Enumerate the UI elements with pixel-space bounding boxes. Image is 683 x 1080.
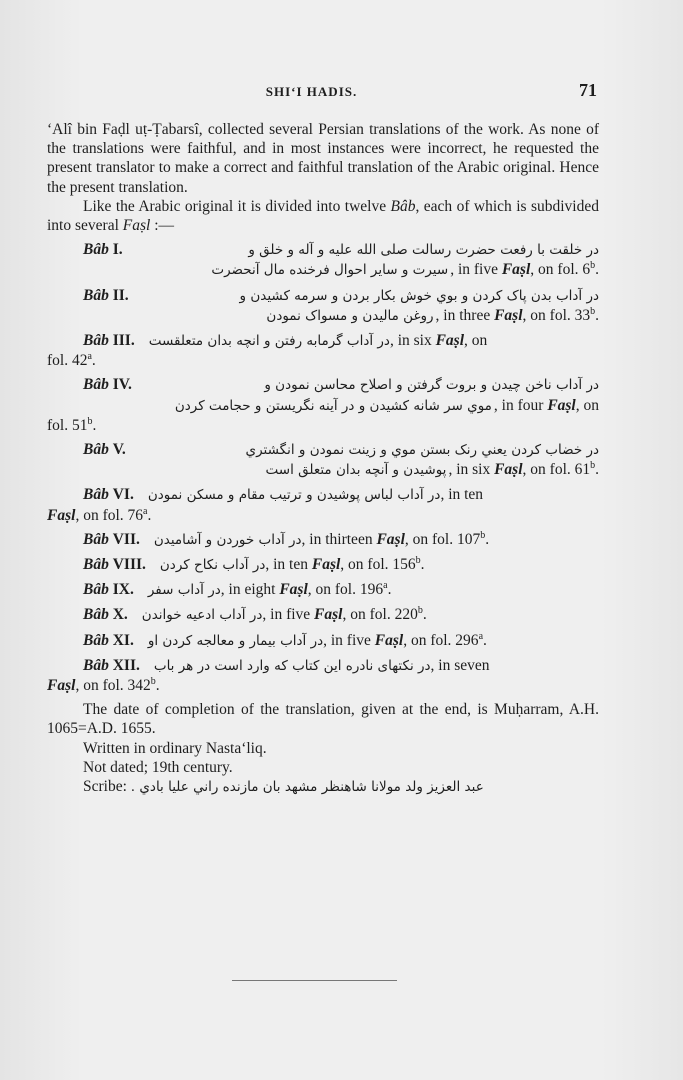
bab-count: , in ten (440, 486, 484, 504)
bab-count: , in thirteen (301, 530, 377, 548)
bab-number: I. (112, 241, 123, 259)
bab-arabic-title: در آداب خوردن و آشامیدن (153, 531, 302, 548)
bab-folio: , on (575, 396, 599, 414)
bab-count: , in four (493, 396, 548, 414)
bab-word: Bâb (83, 656, 109, 674)
bab-number: XI. (112, 631, 134, 649)
bab-arabic-title: در آداب بدن پاک کردن و بوي خوش بکار بردن و سرمه کشیدن و (239, 287, 599, 304)
bab-end: . (387, 581, 392, 599)
fasl-word: Faṣl (501, 261, 531, 279)
bab-entry (47, 240, 599, 280)
bab-line-1 (47, 331, 599, 351)
date-note: Not dated; 19th century. (83, 758, 233, 776)
bab-word: Bâb (83, 556, 109, 574)
bab-count: , in three (435, 306, 495, 324)
bab-arabic-title-cont: موي سر شانه کشیدن و در آینه نگریستن و حجامت کردن (174, 397, 492, 414)
bab-line-2 (47, 260, 599, 280)
bab-arabic-title-cont: سیرت و سایر احوال فرخنده مال آنحضرت (211, 262, 449, 279)
folio-side: b (590, 305, 596, 317)
scribe-line (47, 777, 599, 797)
bab-word: Bâb (83, 241, 109, 259)
bab-folio: , on fol. 196 (307, 581, 384, 599)
bab-entry (47, 440, 599, 480)
bab-number: IX. (112, 581, 134, 599)
bab-label (47, 485, 134, 504)
bab-count: , in eight (220, 581, 280, 599)
bab-entry (47, 580, 599, 600)
fasl-word: Faṣl (47, 506, 76, 524)
bab-entry (47, 605, 599, 625)
bab-folio: , on fol. 76 (75, 506, 144, 524)
folio-side: b (87, 415, 93, 427)
bab-folio: , on fol. 220 (342, 606, 418, 624)
bab-end: . (92, 416, 97, 434)
bab-arabic-title: در آداب گرمابه رفتن و انچه بدان متعلقست (148, 333, 390, 350)
bab-entry (47, 331, 599, 370)
bab-details (440, 485, 483, 504)
bab-details (323, 631, 487, 650)
bab-arabic-title: در آداب ادعیه خواندن (141, 607, 263, 624)
folio-side: b (415, 554, 421, 566)
bab-number: V. (112, 441, 126, 459)
bab-details (262, 605, 426, 624)
bab-line-1 (47, 605, 599, 625)
bab-count: , in seven (430, 656, 490, 674)
bab-arabic-title: در نکتهای نادره این کتاب که وارد است در هر باب (153, 657, 431, 674)
bab-arabic-title: در آداب سفر (147, 582, 221, 599)
bab-count: , in six (448, 461, 495, 479)
bab-end: . (91, 352, 96, 370)
bab-line-2 (47, 396, 599, 416)
script-note: Written in ordinary Nasta‘liq. (83, 739, 267, 757)
bab-label (47, 286, 129, 305)
bab-label (47, 631, 134, 650)
bab-folio: , on fol. 107 (404, 530, 481, 548)
bab-line-1 (47, 240, 599, 260)
bab-end: . (595, 261, 599, 279)
bab-number: VII. (112, 530, 140, 548)
bab-number: VI. (112, 486, 134, 504)
bab-line-1 (47, 555, 599, 575)
intro-paragraph: ‘Alî bin Faḍl uṭ-Ṭabarsî, collected several Persian translations of the work. As none of the translations were faithful, and in most instances were incorrect, he requested the present translator to make a correct and faithful translation of the Arabic original. Hence the present translation. (47, 121, 599, 196)
bab-arabic-title: در آداب بیمار و معالجه کردن او (147, 632, 324, 649)
bab-end: . (595, 461, 599, 479)
bab-word: Bâb (83, 441, 109, 459)
bab-line-2 (47, 351, 599, 370)
division-paragraph: Like the Arabic original it is divided into twelve Bâb, each of which is subdivided into several Faṣl :— (47, 197, 599, 235)
bab-line-3 (47, 416, 599, 435)
bab-count: , in five (450, 261, 502, 279)
page-header (0, 80, 683, 104)
bab-label (47, 605, 128, 624)
folio-side: a (87, 351, 92, 363)
bab-end: . (595, 306, 599, 324)
bab-arabic-title-cont: پوشیدن و آنچه بدان متعلق است (265, 462, 447, 479)
bab-line-1 (47, 580, 599, 600)
bab-line-1 (47, 286, 599, 306)
bab-word: Bâb (83, 486, 109, 504)
folio-side: b (150, 675, 156, 687)
fasl-word: Faṣl (494, 461, 523, 479)
folio-side: b (590, 260, 596, 272)
bab-number: X. (112, 606, 128, 624)
bab-details (302, 530, 490, 549)
bab-end: . (155, 677, 160, 695)
bab-word: Bâb (83, 286, 109, 304)
fasl-word: Faṣl (494, 306, 523, 324)
bab-entry (47, 286, 599, 326)
bab-entry (47, 530, 599, 550)
fasl-word: Faṣl (435, 332, 465, 350)
bab-folio: , on fol. 61 (522, 461, 591, 479)
bab-number: II. (112, 286, 129, 304)
bab-entry (47, 375, 599, 435)
bab-details (431, 656, 490, 675)
completion-date: The date of completion of the translation, given at the end, is Muḥarram, A.H. 1065=A.D. 1655. (47, 701, 599, 738)
bab-count: , in six (389, 332, 436, 350)
bab-folio: , on (464, 332, 488, 350)
bab-folio: , on fol. 296 (403, 631, 479, 649)
bab-number: IV. (112, 376, 132, 394)
bab-arabic-title: در آداب نکاح کردن (159, 557, 266, 574)
bab-details (390, 331, 487, 350)
bab-word: Bâb (83, 606, 109, 624)
bab-label (47, 555, 146, 574)
bab-line-1 (47, 375, 599, 395)
bab-end: . (485, 530, 490, 548)
bab-end: . (422, 606, 427, 624)
fasl-word: Faṣl (47, 677, 76, 695)
bab-arabic-title-cont: روغن مالیدن و مسواک نمودن (266, 307, 434, 324)
bab-word: Bâb (83, 530, 109, 548)
bab-line-2 (47, 460, 599, 480)
bab-line-1 (47, 440, 599, 460)
bab-end: . (147, 506, 152, 524)
folio-side: a (478, 630, 484, 642)
folio-side: a (143, 505, 148, 517)
page-body (47, 120, 599, 797)
bab-label (47, 375, 132, 394)
page-number: 71 (579, 80, 597, 100)
bab-details (494, 396, 599, 415)
folio-side: b (417, 605, 423, 617)
bab-line-1 (47, 530, 599, 550)
bab-label (47, 580, 134, 599)
bab-details (436, 306, 599, 325)
bab-entry (47, 485, 599, 524)
bab-folio-cont: fol. 42 (47, 352, 88, 370)
scribe-name-arabic: عبد العزیز ولد مولانا شاهنظر مشهد بان مازنده راني علیا بادي . (130, 779, 484, 796)
bab-count: , in five (262, 606, 315, 624)
bab-details (448, 460, 599, 479)
bab-line-1 (47, 485, 599, 505)
bab-count: , in five (323, 631, 375, 649)
bab-label (47, 530, 140, 549)
closing-section (47, 700, 599, 797)
fasl-word: Faṣl (314, 606, 343, 624)
bab-arabic-title: در آداب ناخن چیدن و بروت گرفتن و اصلاح محاسن نمودن و (264, 377, 599, 394)
bab-count: , in ten (265, 556, 312, 574)
bab-entry (47, 555, 599, 575)
folio-side: b (480, 529, 486, 541)
bab-entry (47, 656, 599, 695)
bab-details (450, 260, 599, 279)
bab-arabic-title: در خلقت با رفعت حضرت رسالت صلی الله علیه و آله و خلق و (248, 242, 599, 259)
bab-folio: , on fol. 6 (530, 261, 591, 279)
bab-label (47, 331, 135, 350)
folio-side: a (383, 580, 388, 592)
bab-line-1 (47, 631, 599, 651)
bab-line-1 (47, 656, 599, 676)
bab-number: III. (112, 332, 135, 350)
bab-word: Bâb (83, 631, 109, 649)
fasl-word: Faṣl (547, 396, 576, 414)
running-title: SHI‘I HADIS. (265, 84, 358, 99)
fasl-word: Faṣl (279, 581, 308, 599)
bab-folio: , on fol. 156 (340, 556, 416, 574)
bab-list (47, 240, 599, 695)
bab-folio: , on fol. 342 (75, 677, 151, 695)
bab-arabic-title: در خضاب کردن یعني رنک بستن موي و زینت نمودن و انگشتري (245, 442, 599, 459)
bab-number: VIII. (112, 556, 146, 574)
bab-folio-cont: fol. 51 (47, 416, 88, 434)
bab-word: Bâb (83, 332, 109, 350)
bab-word: Bâb (83, 581, 109, 599)
scribe-label: Scribe: (83, 778, 127, 796)
bab-label (47, 240, 123, 259)
fasl-word: Faṣl (376, 530, 405, 548)
bab-end: . (420, 556, 425, 574)
fasl-word: Faṣl (311, 556, 341, 574)
bab-word: Bâb (83, 376, 109, 394)
bab-entry (47, 631, 599, 651)
bab-folio: , on fol. 33 (522, 306, 591, 324)
bab-line-2 (47, 676, 599, 695)
bab-details (221, 580, 392, 599)
bab-label (47, 656, 140, 675)
bab-end: . (483, 631, 487, 649)
bab-line-2 (47, 506, 599, 525)
bab-number: XII. (112, 656, 140, 674)
folio-side: b (590, 460, 596, 472)
bab-line-2 (47, 306, 599, 326)
bab-details (265, 555, 424, 574)
fasl-word: Faṣl (374, 631, 404, 649)
footer-rule (232, 980, 397, 981)
bab-arabic-title: در آداب لباس پوشیدن و ترتیب مقام و مسکن نمودن (147, 487, 441, 504)
bab-label (47, 440, 126, 459)
